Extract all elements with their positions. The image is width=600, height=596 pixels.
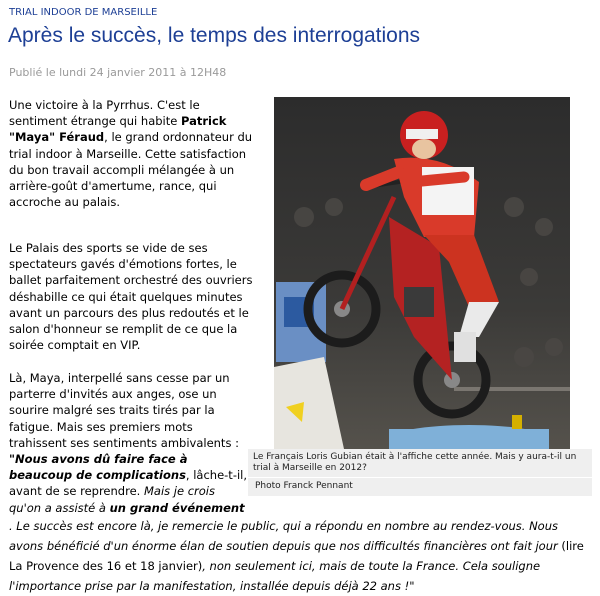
- p3-quote-bold: "Nous avons dû faire face à beaucoup de complications: [9, 452, 188, 483]
- p3-reference: (lire La Provence des 16 et 18 janvier): [9, 539, 584, 573]
- photo-credit: Photo Franck Pennant: [248, 478, 592, 496]
- paragraph-1: [9, 97, 254, 210]
- paragraph-3-continued: [9, 516, 595, 596]
- p3-event-bold: un grand événement: [109, 500, 245, 515]
- p3-text-a: Là, Maya, interpellé sans cesse par un parterre d'invités aux anges, ose un sourire malgré ses traits tirés par la fatigue. Mais ses premiers mots trahissent ses sentiments ambivalents :: [9, 371, 239, 450]
- trial-rider-illustration: [274, 97, 570, 449]
- p3-text-c: , lâche-t-il, avant de se reprendre.: [9, 468, 248, 499]
- paragraph-3: [9, 370, 249, 516]
- paragraph-2: Le Palais des sports se vide de ses spectateurs gavés d'émotions fortes, le ballet parfaitement orchestré des ouvriers déshabille ce qui était quelques minutes avant un parcours des plus redoutés et le salon d'honneur se remplit de ce que la soirée comptait en VIP.: [9, 241, 253, 353]
- p1-text-a: Une victoire à la Pyrrhus. C'est le sentiment étrange qui habite: [9, 98, 200, 129]
- article-title: Après le succès, le temps des interrogations: [8, 24, 421, 47]
- publish-date: Publié le lundi 24 janvier 2011 à 12H48: [9, 66, 227, 79]
- photo-caption: Le Français Loris Gubian était à l'affiche cette année. Mais y aura-t-il un trial à Marseille en 2012?: [248, 449, 592, 477]
- p3-text-d: Mais je crois qu'on a assisté à: [9, 484, 215, 515]
- p3-text-f: . Le succès est encore là, je remercie le public, qui a répondu en nombre au rendez-vous. Nous avons bénéficié d'un énorme élan de soutien depuis que nos difficultés financières ont fait jour: [9, 519, 562, 553]
- p1-person-name: Patrick "Maya" Féraud: [9, 114, 227, 145]
- section-kicker: TRIAL INDOOR DE MARSEILLE: [9, 7, 158, 18]
- article-photo: [274, 97, 570, 449]
- p3-text-h: , non seulement ici, mais de toute la France. Cela souligne l'importance prise par la manifestation, installée depuis déjà 22 ans !": [9, 559, 541, 593]
- p1-text-c: , le grand ordonnateur du trial indoor à Marseille. Cette satisfaction du bon travail accompli mélangée à un arrière-goût d'amertume, rance, qui accroche au palais.: [9, 130, 253, 210]
